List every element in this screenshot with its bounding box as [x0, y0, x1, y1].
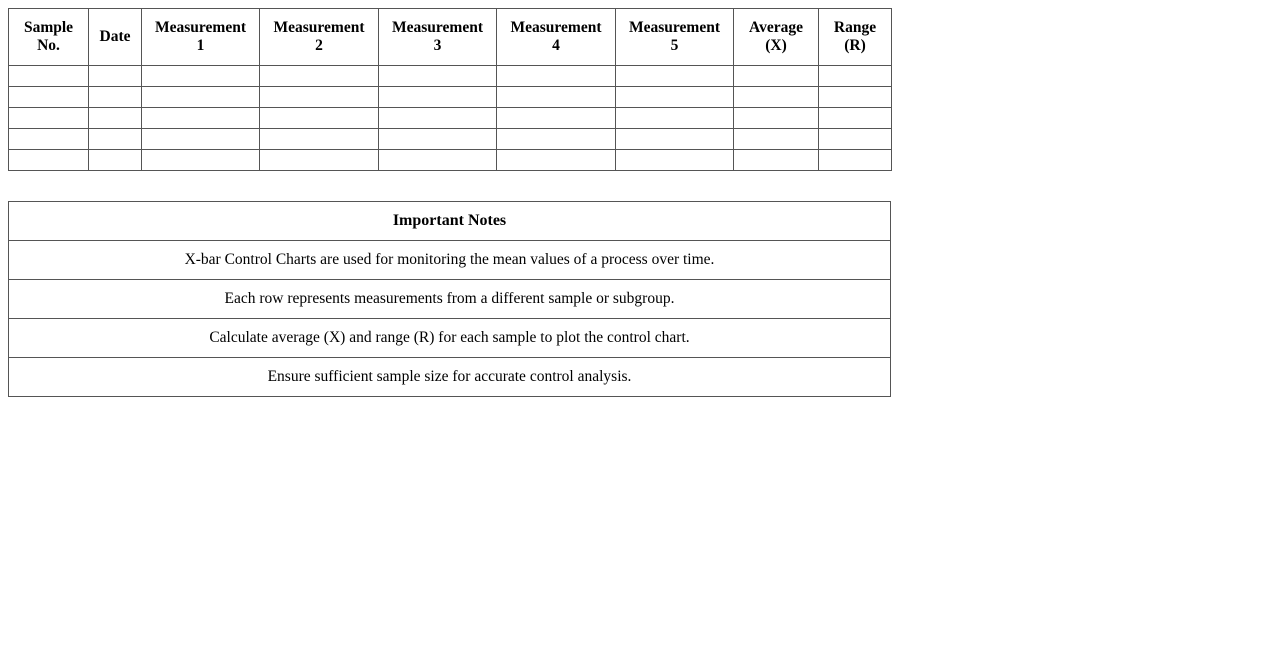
- measurement-table: [8, 8, 892, 171]
- table-row: [9, 87, 892, 108]
- note-row: [9, 358, 891, 397]
- table-cell[interactable]: [142, 87, 260, 108]
- table-cell[interactable]: [9, 150, 89, 171]
- table-body: [9, 66, 892, 171]
- table-cell[interactable]: [260, 150, 379, 171]
- notes-title: Important Notes: [9, 202, 891, 241]
- notes-table: [8, 201, 891, 397]
- table-cell[interactable]: [260, 108, 379, 129]
- note-text: Calculate average (X) and range (R) for each sample to plot the control chart.: [9, 319, 891, 358]
- table-cell[interactable]: [497, 87, 616, 108]
- table-cell[interactable]: [734, 129, 819, 150]
- note-row: [9, 241, 891, 280]
- header-measurement-1: Measurement 1: [142, 9, 260, 66]
- note-text: Each row represents measurements from a different sample or subgroup.: [9, 280, 891, 319]
- table-row: [9, 129, 892, 150]
- header-sample-no: Sample No.: [9, 9, 89, 66]
- table-cell[interactable]: [379, 150, 497, 171]
- header-measurement-3: Measurement 3: [379, 9, 497, 66]
- header-row: [9, 9, 892, 66]
- note-text: Ensure sufficient sample size for accurate control analysis.: [9, 358, 891, 397]
- table-cell[interactable]: [734, 150, 819, 171]
- table-cell[interactable]: [89, 129, 142, 150]
- table-cell[interactable]: [260, 129, 379, 150]
- header-measurement-4: Measurement 4: [497, 9, 616, 66]
- header-measurement-2: Measurement 2: [260, 9, 379, 66]
- table-cell[interactable]: [260, 66, 379, 87]
- table-cell[interactable]: [616, 129, 734, 150]
- table-cell[interactable]: [9, 66, 89, 87]
- table-cell[interactable]: [734, 108, 819, 129]
- table-cell[interactable]: [9, 87, 89, 108]
- table-cell[interactable]: [9, 129, 89, 150]
- table-cell[interactable]: [89, 150, 142, 171]
- notes-header-row: [9, 202, 891, 241]
- header-measurement-5: Measurement 5: [616, 9, 734, 66]
- note-text: X-bar Control Charts are used for monitoring the mean values of a process over time.: [9, 241, 891, 280]
- table-cell[interactable]: [819, 150, 892, 171]
- table-cell[interactable]: [89, 66, 142, 87]
- table-cell[interactable]: [616, 150, 734, 171]
- note-row: [9, 319, 891, 358]
- table-cell[interactable]: [819, 87, 892, 108]
- table-cell[interactable]: [89, 108, 142, 129]
- table-row: [9, 108, 892, 129]
- table-row: [9, 150, 892, 171]
- table-cell[interactable]: [819, 108, 892, 129]
- table-cell[interactable]: [379, 87, 497, 108]
- table-cell[interactable]: [497, 150, 616, 171]
- table-cell[interactable]: [819, 129, 892, 150]
- header-date: Date: [89, 9, 142, 66]
- table-cell[interactable]: [497, 66, 616, 87]
- table-cell[interactable]: [9, 108, 89, 129]
- page-content: [8, 8, 891, 397]
- table-cell[interactable]: [142, 66, 260, 87]
- table-cell[interactable]: [734, 87, 819, 108]
- table-cell[interactable]: [379, 66, 497, 87]
- header-average: Average (X): [734, 9, 819, 66]
- table-cell[interactable]: [142, 150, 260, 171]
- table-row: [9, 66, 892, 87]
- table-cell[interactable]: [379, 108, 497, 129]
- table-cell[interactable]: [89, 87, 142, 108]
- table-cell[interactable]: [616, 87, 734, 108]
- table-cell[interactable]: [497, 129, 616, 150]
- table-cell[interactable]: [260, 87, 379, 108]
- header-range: Range (R): [819, 9, 892, 66]
- table-cell[interactable]: [819, 66, 892, 87]
- table-cell[interactable]: [616, 108, 734, 129]
- table-cell[interactable]: [142, 108, 260, 129]
- table-cell[interactable]: [379, 129, 497, 150]
- table-cell[interactable]: [616, 66, 734, 87]
- note-row: [9, 280, 891, 319]
- table-cell[interactable]: [734, 66, 819, 87]
- table-cell[interactable]: [142, 129, 260, 150]
- table-cell[interactable]: [497, 108, 616, 129]
